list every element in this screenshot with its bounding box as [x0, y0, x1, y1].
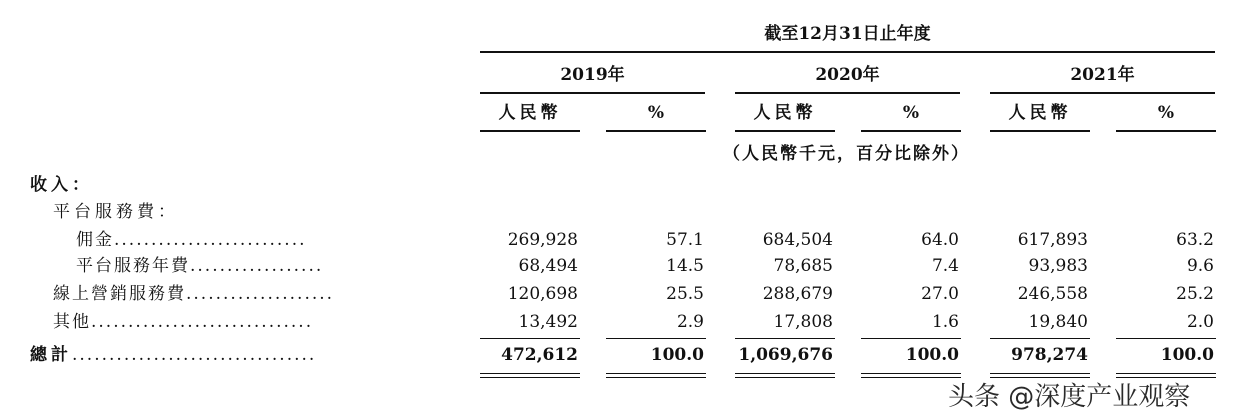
annual-fee-label [76, 256, 323, 276]
table-cell: 100.0 [905, 345, 959, 365]
commission-label [76, 230, 307, 250]
table-cell: 288,679 [762, 284, 833, 304]
subtotal-rule [990, 338, 1090, 339]
unit-note: （人民幣千元，百分比除外） [723, 144, 970, 164]
col-rmb-2020: 人民幣 [753, 103, 817, 123]
table-cell: 7.4 [931, 256, 959, 276]
table-cell: 57.1 [666, 230, 704, 250]
total-double-rule [480, 373, 580, 378]
table-cell: 978,274 [1011, 345, 1088, 365]
table-cell: 78,685 [773, 256, 833, 276]
table-cell: 2.9 [676, 312, 704, 332]
annual-fee-leader: .................. [190, 256, 324, 276]
table-cell: 17,808 [773, 312, 833, 332]
table-cell: 684,504 [762, 230, 833, 250]
col-rule-pct-2020 [861, 130, 961, 132]
col-pct-2019: % [647, 103, 665, 123]
table-cell: 64.0 [921, 230, 959, 250]
others-label [53, 312, 313, 332]
table-cell: 269,928 [507, 230, 578, 250]
subtotal-rule [861, 338, 961, 339]
commission-leader: .......................... [114, 230, 307, 250]
table-cell: 2.0 [1186, 312, 1214, 332]
total-double-rule [606, 373, 706, 378]
table-cell: 120,698 [507, 284, 578, 304]
online-marketing-leader: .................... [186, 284, 335, 304]
subtotal-rule [480, 338, 580, 339]
year-2020: 2020年 [815, 65, 880, 85]
col-rule-rmb-2021 [990, 130, 1090, 132]
annual-fee-text: 平台服務年費 [76, 256, 190, 276]
subtotal-rule [606, 338, 706, 339]
table-cell: 13,492 [518, 312, 578, 332]
total-leader: ................................. [72, 345, 317, 365]
table-cell: 246,558 [1017, 284, 1088, 304]
col-rule-pct-2019 [606, 130, 706, 132]
year-rule-2020 [735, 92, 960, 94]
others-text: 其他 [53, 312, 91, 332]
others-leader: .............................. [91, 312, 314, 332]
col-rule-rmb-2019 [480, 130, 580, 132]
online-marketing-text: 線上營銷服務費 [53, 284, 186, 304]
col-rule-rmb-2020 [735, 130, 835, 132]
year-rule-2019 [480, 92, 705, 94]
period-header: 截至12月31日止年度 [764, 24, 931, 44]
total-double-rule [735, 373, 835, 378]
header-rule [480, 51, 1215, 53]
table-cell: 100.0 [1160, 345, 1214, 365]
online-marketing-label [53, 284, 334, 304]
subtotal-rule [735, 338, 835, 339]
col-rule-pct-2021 [1116, 130, 1216, 132]
table-cell: 1,069,676 [738, 345, 833, 365]
col-pct-2021: % [1157, 103, 1175, 123]
table-cell: 19,840 [1028, 312, 1088, 332]
table-cell: 68,494 [518, 256, 578, 276]
watermark: 头条 @深度产业观察 [948, 382, 1191, 412]
total-label [30, 345, 316, 365]
commission-text: 佣金 [76, 230, 114, 250]
platform-fees-label: 平台服務費： [53, 202, 179, 222]
table-cell: 93,983 [1028, 256, 1088, 276]
col-rmb-2019: 人民幣 [498, 103, 562, 123]
table-cell: 1.6 [931, 312, 959, 332]
table-cell: 63.2 [1176, 230, 1214, 250]
table-cell: 27.0 [921, 284, 959, 304]
year-2019: 2019年 [560, 65, 625, 85]
table-cell: 100.0 [650, 345, 704, 365]
year-2021: 2021年 [1070, 65, 1135, 85]
col-pct-2020: % [902, 103, 920, 123]
table-cell: 25.5 [666, 284, 704, 304]
table-cell: 25.2 [1176, 284, 1214, 304]
table-cell: 472,612 [501, 345, 578, 365]
year-rule-2021 [990, 92, 1215, 94]
revenue-label: 收入： [30, 175, 93, 195]
table-cell: 617,893 [1017, 230, 1088, 250]
total-double-rule [861, 373, 961, 378]
subtotal-rule [1116, 338, 1216, 339]
table-cell: 14.5 [666, 256, 704, 276]
col-rmb-2021: 人民幣 [1008, 103, 1072, 123]
total-text: 總計 [30, 345, 72, 365]
table-cell: 9.6 [1186, 256, 1214, 276]
